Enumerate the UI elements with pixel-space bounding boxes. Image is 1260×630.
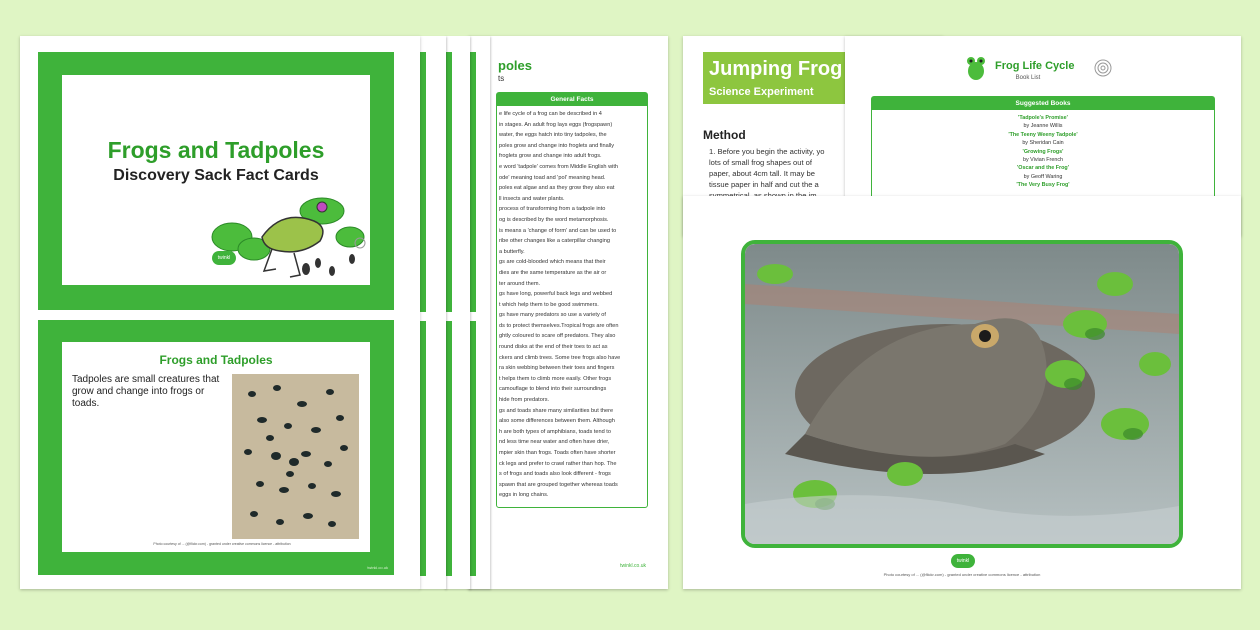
general-facts-line: ode' meaning toad and 'pol' meaning head. [499, 174, 606, 181]
cover-title: Frogs and Tadpoles [107, 137, 325, 163]
general-facts-line: t which help them to be good swimmers. [499, 301, 599, 308]
general-facts-line: gs have many predators so use a variety of [499, 312, 606, 319]
stacked-card-edge [418, 36, 446, 589]
fact-sheet-title: poles [498, 58, 532, 73]
cover-card [38, 52, 394, 310]
general-facts-sheet [468, 36, 668, 589]
general-facts-line: eggs in long chains. [499, 492, 549, 499]
general-facts-line: is means a 'change of form' and can be used to [499, 227, 617, 234]
general-facts-line: water, the eggs hatch into tiny tadpoles, the [499, 132, 607, 139]
general-facts-line: e word 'tadpole' comes from Middle English with [499, 163, 619, 170]
general-facts-line: nd less time near water and often have drier, [499, 439, 610, 446]
general-facts-line: camouflage to blend into their surroundings [499, 386, 607, 393]
book-author: by Jeanne Willis [1023, 123, 1063, 130]
photo-sheet-logo [951, 554, 975, 568]
general-facts-line: hide from predators. [499, 397, 550, 404]
general-facts-line: ribe other changes like a caterpillar changing [499, 238, 611, 245]
book-title: 'Tadpole's Promise' [1018, 115, 1068, 121]
general-facts-line: in stages. An adult frog lays eggs (frogspawn) [499, 121, 613, 128]
method-step-line: lots of small frog shapes out of [709, 158, 812, 167]
book-title: 'Oscar and the Frog' [1017, 165, 1069, 172]
book-author: by Vivian French [1022, 157, 1064, 164]
twinkl-logo-text: twinkl [217, 255, 231, 261]
suggested-books-heading: Suggested Books [872, 97, 1214, 110]
general-facts-body [497, 106, 647, 501]
general-facts-line: poles eat algae and as they grow they also eat [499, 185, 615, 192]
general-facts-line: ds to protect themselves.Tropical frogs are often [499, 322, 619, 329]
general-facts-line: froglets grow and change into adult frogs. [499, 153, 602, 160]
general-facts-line: ghtly coloured to scare off predators. They also [499, 333, 616, 340]
general-facts-line: also some differences between them. Although [499, 418, 615, 425]
method-heading: Method [703, 128, 746, 142]
book-author: by Geoff Waring [1023, 173, 1063, 180]
general-facts-line: round disks at the end of their toes to act as [499, 344, 608, 351]
general-facts-line: process of transforming from a tadpole into [499, 206, 606, 213]
fact-card-caption: Photo courtesy of ... (@flickr.com) - granted under creative commons licence - attribution [153, 542, 291, 546]
book-list-title: Frog Life Cycle [995, 60, 1075, 72]
frog-icon [965, 56, 987, 82]
general-facts-line: dies are the same temperature as the air or [499, 269, 607, 276]
general-facts-line: poles grow and change into froglets and finally [499, 142, 615, 149]
frog-in-water-photo [745, 244, 1179, 544]
general-facts-line: ckers and climb trees. Some tree frogs also have [499, 354, 621, 361]
frog-cartoon-illustration [202, 197, 372, 285]
general-facts-line: s of frogs and toads also look different - frogs [499, 471, 611, 478]
fact-card-page-mark: twinkl.co.uk [367, 565, 388, 570]
general-facts-heading: General Facts [497, 93, 647, 106]
book-entries [872, 110, 1214, 190]
experiment-banner [703, 52, 863, 104]
twinkl-logo [212, 251, 236, 265]
spiral-icon [1093, 58, 1113, 78]
method-step-line: 1. Before you begin the activity, yo [709, 147, 825, 156]
general-facts-line: mpier skin than frogs. Toads often have shorter [499, 450, 616, 456]
experiment-subtitle: Science Experiment [709, 86, 814, 98]
book-title: 'The Very Busy Frog' [1016, 182, 1070, 189]
general-facts-line: gs have long, powerful back legs and webbed [499, 291, 613, 298]
tadpole-fact-card [38, 320, 394, 575]
frog-photo-frame [741, 240, 1183, 548]
method-steps [709, 146, 849, 201]
fact-card-heading: Frogs and Tadpoles [159, 353, 273, 367]
general-facts-line: ra skin webbing between their toes and fingers [499, 365, 615, 372]
cover-subtitle: Discovery Sack Fact Cards [113, 167, 319, 184]
general-facts-line: ter around them. [499, 280, 541, 287]
fact-sheet-footer: twinkl.co.uk [620, 563, 646, 569]
general-facts-line: ll insects and water plants. [499, 195, 565, 202]
general-facts-line: gs are cold-blooded which means that their [499, 259, 606, 266]
general-facts-line: spawn that are grouped together whereas toads [499, 481, 618, 488]
method-step-line: paper, about 4cm tall. It may be [709, 169, 815, 178]
book-author: by Sheridan Cain [1022, 140, 1064, 147]
general-facts-line: e life cycle of a frog can be described in 4 [499, 111, 602, 117]
stacked-card-edge [468, 36, 490, 589]
book-title: 'The Teeny Weeny Tadpole' [1008, 131, 1078, 138]
photo-sheet-logo-text: twinkl [956, 558, 970, 564]
fact-card-body: Tadpoles are small creatures that grow and change into frogs or toads. [72, 374, 220, 409]
general-facts-line: og is described by the word metamorphosis. [499, 216, 609, 223]
general-facts-line: h are both types of amphibians, toads tend to [499, 428, 611, 435]
book-title: 'Growing Frogs' [1022, 148, 1064, 155]
method-step-line: tissue paper in half and cut the a [709, 180, 819, 189]
general-facts-line: t helps them to climb more easily. Other frogs [499, 375, 612, 382]
general-facts-line: ck legs and prefer to crawl rather than hop. The [499, 460, 617, 467]
fact-card-sheet [20, 36, 420, 589]
experiment-title: Jumping Frog [709, 58, 843, 80]
fact-sheet-subtitle: ts [498, 74, 505, 83]
general-facts-box [496, 92, 648, 508]
frog-photo-sheet [683, 196, 1241, 589]
stacked-card-edge [444, 36, 470, 589]
general-facts-line: gs and toads share many similarities but there [499, 407, 614, 414]
tadpoles-photo [232, 374, 359, 539]
photo-sheet-caption: Photo courtesy of ... (@flickr.com) - granted under creative commons licence - attribution [883, 572, 1041, 577]
book-list-subtitle: Book List [1015, 75, 1041, 81]
general-facts-line: a butterfly. [499, 248, 525, 255]
